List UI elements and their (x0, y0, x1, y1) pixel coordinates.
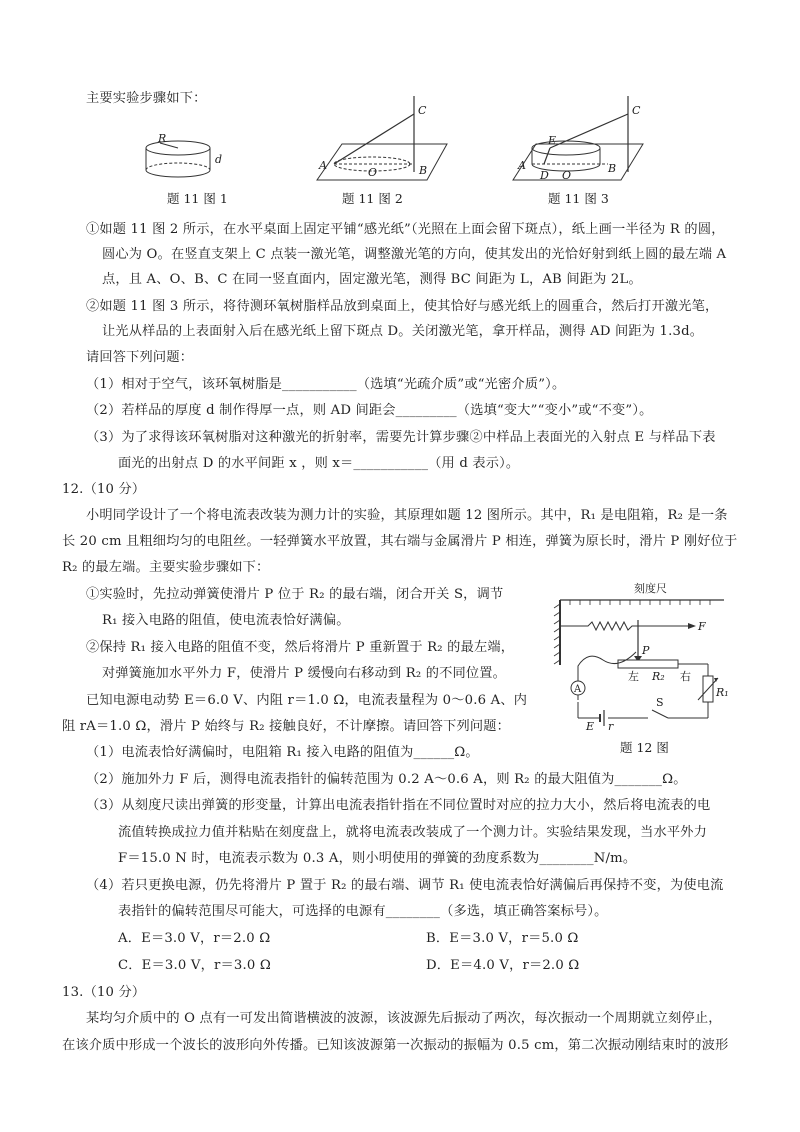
q12-option-a: A．E＝3.0 V，r＝2.0 Ω (118, 931, 271, 946)
q12-para-line3: R₂ 的最左端。主要实验步骤如下： (62, 560, 270, 575)
q12-step1-line1: ①实验时，先拉动弹簧使滑片 P 位于 R₂ 的最右端，闭合开关 S，调节 (86, 587, 504, 602)
q12-question-3-line3: F＝15.0 N 时，电流表示数为 0.3 A，则小明使用的弹簧的劲度系数为________N/m。 (118, 851, 637, 866)
fig12-label-e: E (586, 720, 595, 733)
fig11-1-caption: 题 11 图 1 (167, 191, 228, 206)
q11-question-2: （2）若样品的厚度 d 制作得厚一点，则 AD 间距会_________（选填“变大”“变小”或“不变”）。 (86, 403, 653, 418)
q12-option-c: C．E＝3.0 V，r＝3.0 Ω (118, 958, 271, 973)
fig12-circuit-diagram (548, 580, 728, 740)
fig11-3-label-e: E (548, 134, 557, 147)
fig11-3-caption: 题 11 图 3 (548, 191, 609, 206)
fig11-3-label-b: B (608, 162, 617, 175)
fig11-2-label-o: O (368, 166, 378, 179)
fig12-label-f: F (698, 620, 706, 633)
q12-question-4-line1: （4）若只更换电源，仍先将滑片 P 置于 R₂ 的最右端、调节 R₁ 使电流表恰好满偏后再保持不变，为使电流 (86, 878, 724, 893)
fig11-2-caption: 题 11 图 2 (342, 191, 403, 206)
q12-step1-line2: R₁ 接入电路的阻值，使电流表恰好满偏。 (102, 613, 350, 628)
fig11-2-label-b: B (419, 164, 428, 177)
q12-question-1: （1）电流表恰好满偏时，电阻箱 R₁ 接入电路的阻值为______Ω。 (86, 745, 479, 760)
q13-heading: 13.（10 分） (62, 985, 146, 1000)
q12-option-d: D．E＝4.0 V，r＝2.0 Ω (426, 958, 580, 973)
q12-step2-line2: 对弹簧施加水平外力 F，使滑片 P 缓慢向右移动到 R₂ 的不同位置。 (102, 666, 507, 681)
fig12-label-r2: R₂ (652, 670, 665, 683)
fig12-label-right: 右 (680, 670, 691, 683)
q12-question-3-line1: （3）从刻度尺读出弹簧的形变量，计算出电流表指针指在不同位置时对应的拉力大小，然后将电流表的电 (86, 798, 711, 813)
fig12-label-ruler: 刻度尺 (634, 582, 667, 595)
q12-question-4-line2: 表指针的偏转范围尽可能大，可选择的电源有________（多选，填正确答案标号）。 (118, 904, 608, 919)
q11-question-1: （1）相对于空气，该环氧树脂是___________（选填“光疏介质”或“光密介质”）。 (86, 377, 566, 392)
q11-step1-line1: ①如题 11 图 2 所示，在水平桌面上固定平铺“感光纸”（光照在上面会留下斑点），纸上画一半径为 R 的圆， (86, 222, 725, 237)
q12-known-line1: 已知电源电动势 E＝6.0 V、内阻 r＝1.0 Ω，电流表量程为 0～0.6 A、内 (86, 693, 528, 708)
fig11-1-label-d: d (215, 153, 223, 166)
fig11-2-laser-diagram (312, 94, 462, 184)
q12-question-2: （2）施加外力 F 后，测得电流表指针的偏转范围为 0.2 A～0.6 A，则 R₂ 的最大阻值为_______Ω。 (86, 772, 687, 787)
q11-step1-line3: 点，且 A、O、B、C 在同一竖直面内，固定激光笔，测得 BC 间距为 L，AB 间距为 2L。 (102, 272, 642, 287)
fig12-label-left: 左 (628, 670, 639, 683)
q13-line2: 在该介质中形成一个波长的波形向外传播。已知该波源第一次振动的振幅为 0.5 cm，第二次振动刚结束时的波形 (62, 1038, 729, 1053)
q12-para-line2: 长 20 cm 且粗细均匀的电阻丝。一轻弹簧水平放置，其右端与金属滑片 P 相连，弹簧为原长时，滑片 P 刚好位于 (62, 534, 738, 549)
fig12-label-r1: R₁ (716, 686, 729, 699)
fig11-3-label-o: O (562, 169, 572, 182)
q11-step2-line2: 让光从样品的上表面射入后在感光纸上留下斑点 D。关闭激光笔，拿开样品，测得 AD 间距为 1.3d。 (102, 324, 704, 339)
q11-step2-line1: ②如题 11 图 3 所示，将待测环氧树脂样品放到桌面上，使其恰好与感光纸上的圆重合，然后打开激光笔， (86, 299, 719, 314)
q11-prompt: 请回答下列问题： (86, 350, 194, 365)
q11-question-3-line2: 面光的出射点 D 的水平间距 x ，则 x＝___________（用 d 表示）。 (118, 456, 520, 471)
fig11-3-label-d: D (540, 169, 549, 182)
fig11-1-label-r: R (158, 132, 167, 145)
fig11-2-label-a: A (319, 159, 327, 172)
fig12-label-s: S (656, 696, 664, 709)
q12-heading: 12.（10 分） (62, 482, 146, 497)
q12-step2-line1: ②保持 R₁ 接入电路的阻值不变，然后将滑片 P 重新置于 R₂ 的最左端， (86, 640, 515, 655)
q12-question-3-line2: 流值转换成拉力值并粘贴在刻度盘上，就将电流表改装成了一个测力计。实验结果发现，当水平外力 (118, 825, 708, 840)
fig11-2-label-c: C (418, 104, 427, 117)
q12-para-line1: 小明同学设计了一个将电流表改装为测力计的实验，其原理如题 12 图所示。其中，R₁ 是电阻箱，R₂ 是一条 (86, 508, 728, 523)
q11-step1-line2: 圆心为 O。在竖直支架上 C 点装一激光笔，调整激光笔的方向，使其发出的光恰好射到纸上圆的最左端 A (102, 247, 727, 262)
fig11-3-sample-diagram (508, 94, 658, 184)
q11-question-3-line1: （3）为了求得该环氧树脂对这种激光的折射率，需要先计算步骤②中样品上表面光的入射点 E 与样品下表 (86, 430, 716, 445)
fig12-label-r: r (608, 720, 614, 733)
fig11-1-cylinder-diagram (140, 132, 240, 182)
fig11-3-label-c: C (632, 104, 641, 117)
q13-line1: 某均匀介质中的 O 点有一可发出简谐横波的波源，该波源先后振动了两次，每次振动一个周期就立刻停止， (86, 1011, 722, 1026)
fig12-label-ammeter: A (574, 684, 582, 695)
q12-known-line2: 阻 rA＝1.0 Ω，滑片 P 始终与 R₂ 接触良好，不计摩擦。请回答下列问题： (62, 719, 511, 734)
q12-option-b: B．E＝3.0 V，r＝5.0 Ω (426, 931, 579, 946)
fig12-caption: 题 12 图 (620, 740, 669, 755)
steps-intro: 主要实验步骤如下： (86, 91, 207, 106)
fig11-3-label-a: A (518, 159, 526, 172)
fig12-label-p: P (642, 644, 650, 657)
